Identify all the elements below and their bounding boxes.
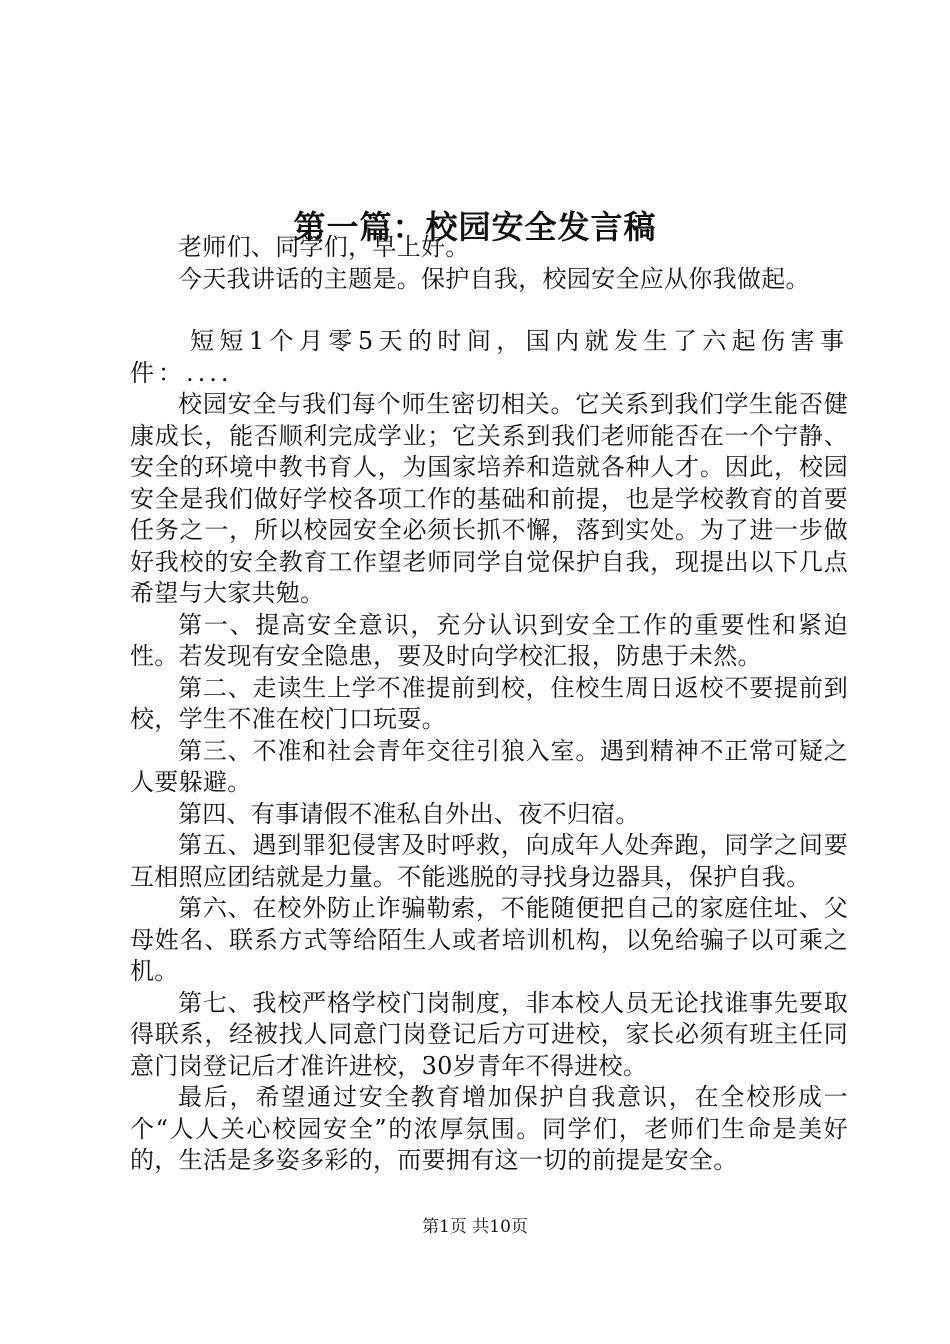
point-one-paragraph: 第一、提高安全意识，充分认识到安全工作的重要性和紧迫性。若发现有安全隐患，要及时向学校汇报，防患于未然。	[130, 610, 848, 670]
point-six-paragraph: 第六、在校外防止诈骗勒索，不能随便把自己的家庭住址、父母姓名、联系方式等给陌生人或者培训机构，以免给骗子以可乘之机。	[130, 894, 848, 985]
point-four-paragraph: 第四、有事请假不准私自外出、夜不归宿。	[178, 799, 640, 828]
point-three-paragraph: 第三、不准和社会青年交往引狼入室。遇到精神不正常可疑之人要躲避。	[130, 736, 848, 796]
topic-paragraph: 今天我讲话的主题是。保护自我，校园安全应从你我做起。	[178, 264, 810, 293]
point-seven-paragraph: 第七、我校严格学校门岗制度，非本校人员无论找谁事先要取得联系，经被找人同意门岗登记后方可进校，家长必须有班主任同意门岗登记后才准许进校，30岁青年不得进校。	[130, 988, 848, 1080]
document-body	[130, 232, 848, 1177]
incident-paragraph: 短短1个月零5天的时间，国内就发生了六起伤害事件：....	[130, 327, 848, 387]
point-five-paragraph: 第五、遇到罪犯侵害及时呼救，向成年人处奔跑，同学之间要互相照应团结就是力量。不能逃脱的寻找身边器具，保护自我。	[130, 831, 848, 891]
page-number-footer: 第1页 共10页	[422, 1217, 528, 1237]
document-title: 第一篇：校园安全发言稿	[293, 208, 657, 247]
point-two-paragraph: 第二、走读生上学不准提前到校，住校生周日返校不要提前到校，学生不准在校门口玩耍。	[130, 673, 848, 733]
closing-paragraph: 最后，希望通过安全教育增加保护自我意识，在全校形成一个“人人关心校园安全”的浓厚氛围。同学们，老师们生命是美好的，生活是多姿多彩的，而要拥有这一切的前提是安全。	[130, 1083, 848, 1174]
safety-importance-paragraph: 校园安全与我们每个师生密切相关。它关系到我们学生能否健康成长，能否顺利完成学业；它关系到我们老师能否在一个宁静、安全的环境中教书育人，为国家培养和造就各种人才。因此，校园安全是我们做好学校各项工作的基础和前提，也是学校教育的首要任务之一，所以校园安全必须长抓不懈，落到实处。为了进一步做好我校的安全教育工作望老师同学自觉保护自我，现提出以下几点希望与大家共勉。	[130, 390, 848, 607]
greeting-paragraph: 老师们、同学们，早上好。	[178, 233, 470, 261]
